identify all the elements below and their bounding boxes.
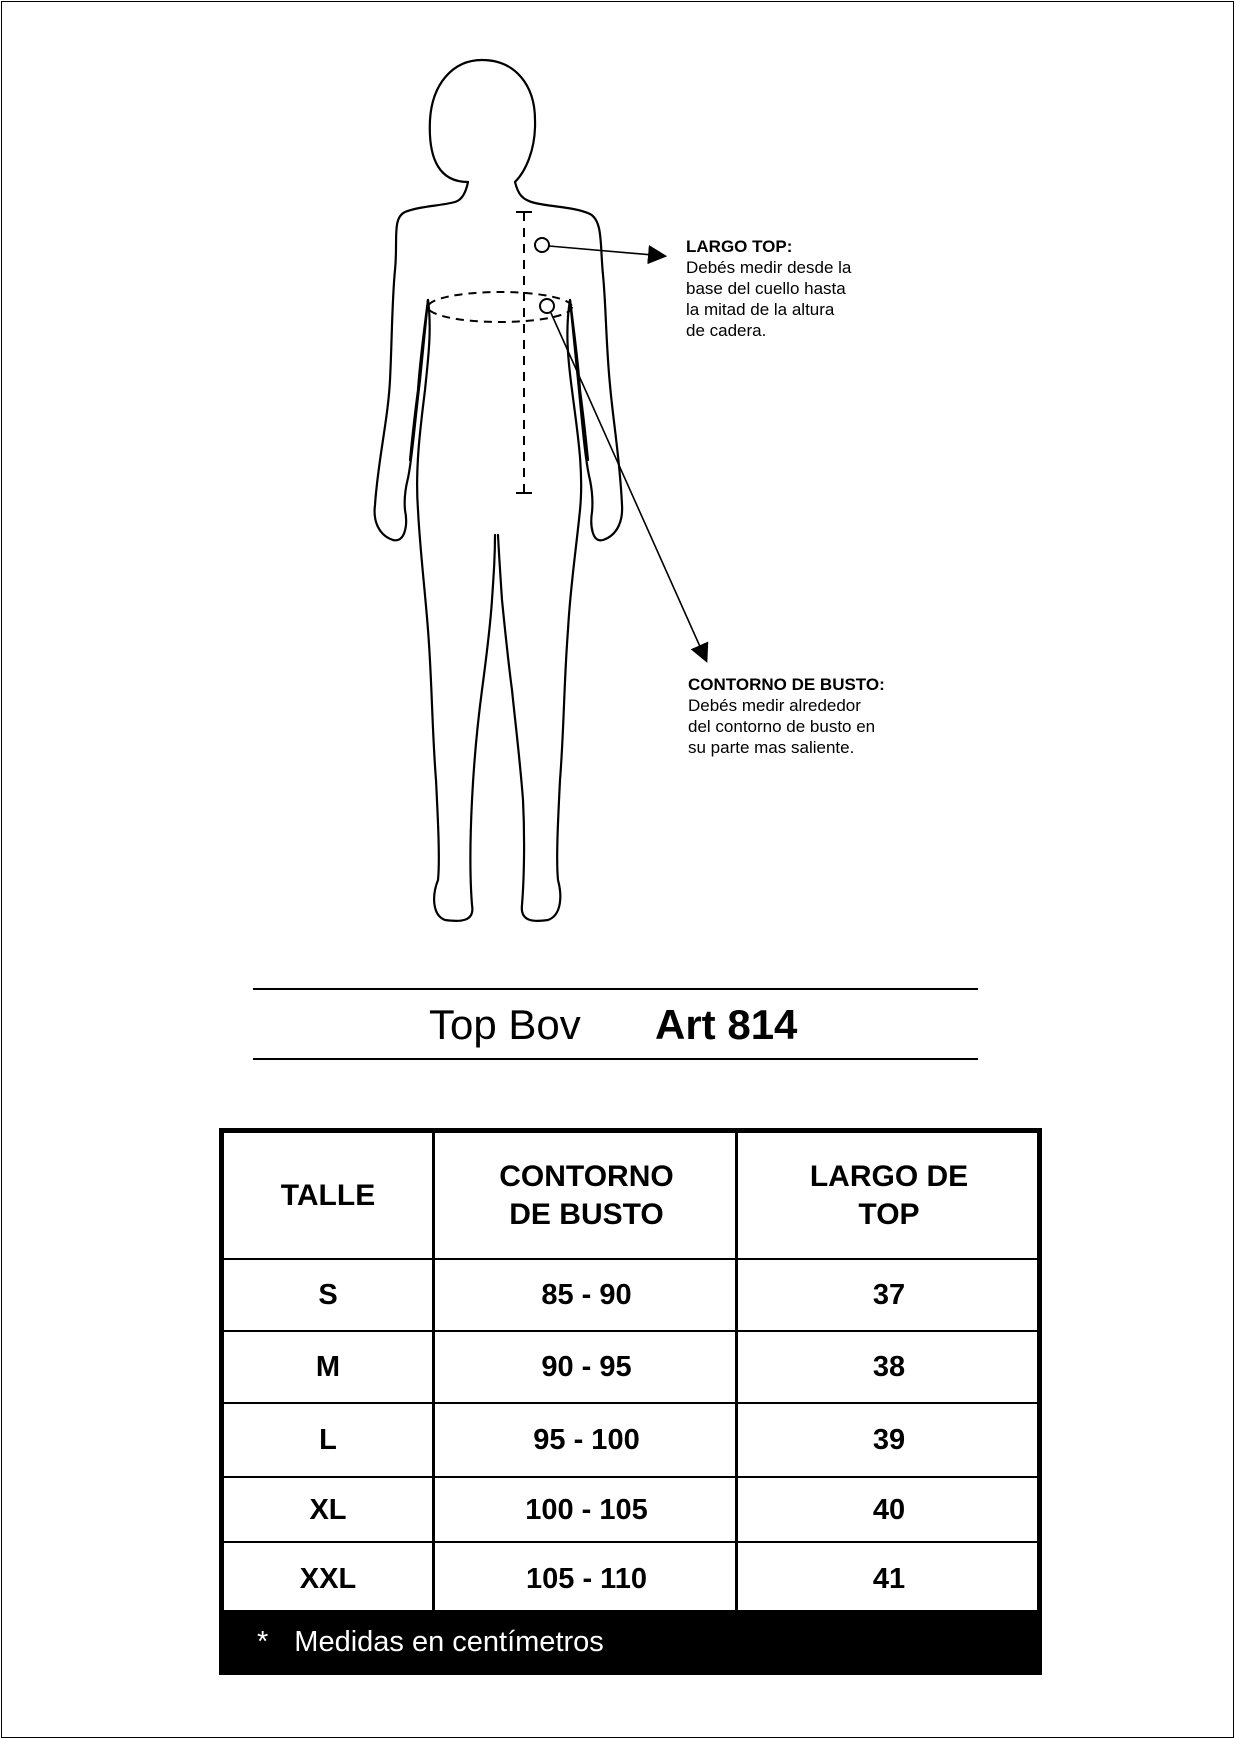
product-name: Top Bov: [429, 1001, 581, 1048]
table-cell: XXL: [299, 1563, 357, 1595]
table-cell: 90 - 95: [432, 1332, 738, 1402]
table-cell: M: [315, 1351, 341, 1383]
callout-heading: LARGO TOP:: [686, 237, 793, 256]
callout-contorno-busto: [688, 674, 948, 758]
table-cell: S: [318, 1279, 338, 1311]
footnote-marker: *: [257, 1626, 269, 1658]
footnote-bar: [219, 1610, 1042, 1675]
product-article: Art 814: [655, 1001, 798, 1048]
table-row: [224, 1478, 1037, 1543]
table-cell: 105 - 110: [432, 1543, 738, 1615]
column-header: [735, 1133, 1040, 1258]
table-cell: L: [319, 1424, 337, 1456]
table-cell: XL: [309, 1493, 347, 1526]
callout-line: de cadera.: [686, 321, 767, 340]
callout-line: base del cuello hasta: [686, 279, 846, 298]
table-cell: 38: [735, 1332, 1040, 1402]
divider: [253, 988, 978, 990]
table-cell: 85 - 90: [432, 1260, 738, 1330]
divider: [253, 1058, 978, 1060]
callout-line: Debés medir desde la: [686, 258, 852, 277]
arrow-icon: [551, 313, 706, 660]
table-header-row: [224, 1133, 1037, 1260]
table-cell: 41: [735, 1543, 1040, 1615]
table-cell: 100 - 105: [432, 1478, 738, 1541]
table-cell: 37: [735, 1260, 1040, 1330]
table-row: [224, 1543, 1037, 1615]
table-row: [224, 1332, 1037, 1404]
footnote-text: Medidas en centímetros: [294, 1626, 604, 1658]
table-cell: 95 - 100: [432, 1404, 738, 1476]
table-cell: 40: [735, 1478, 1040, 1541]
callout-line: su parte mas saliente.: [688, 738, 855, 757]
table-cell: 39: [735, 1404, 1040, 1476]
callout-line: la mitad de la altura: [686, 300, 835, 319]
callout-line: Debés medir alrededor: [688, 696, 861, 715]
callout-heading: CONTORNO DE BUSTO:: [688, 675, 885, 694]
callout-line: del contorno de busto en: [688, 717, 876, 736]
column-header: [432, 1133, 738, 1258]
column-header-text: CONTORNO DE BUSTO: [499, 1159, 674, 1231]
table-row: [224, 1404, 1037, 1478]
column-header: TALLE: [280, 1178, 376, 1212]
size-table: [219, 1128, 1042, 1675]
table-row: [224, 1260, 1037, 1332]
product-title: [253, 995, 978, 1055]
arrow-icon: [549, 246, 664, 256]
callout-largo-top: [686, 236, 926, 341]
column-header-text: LARGO DE TOP: [809, 1159, 969, 1231]
